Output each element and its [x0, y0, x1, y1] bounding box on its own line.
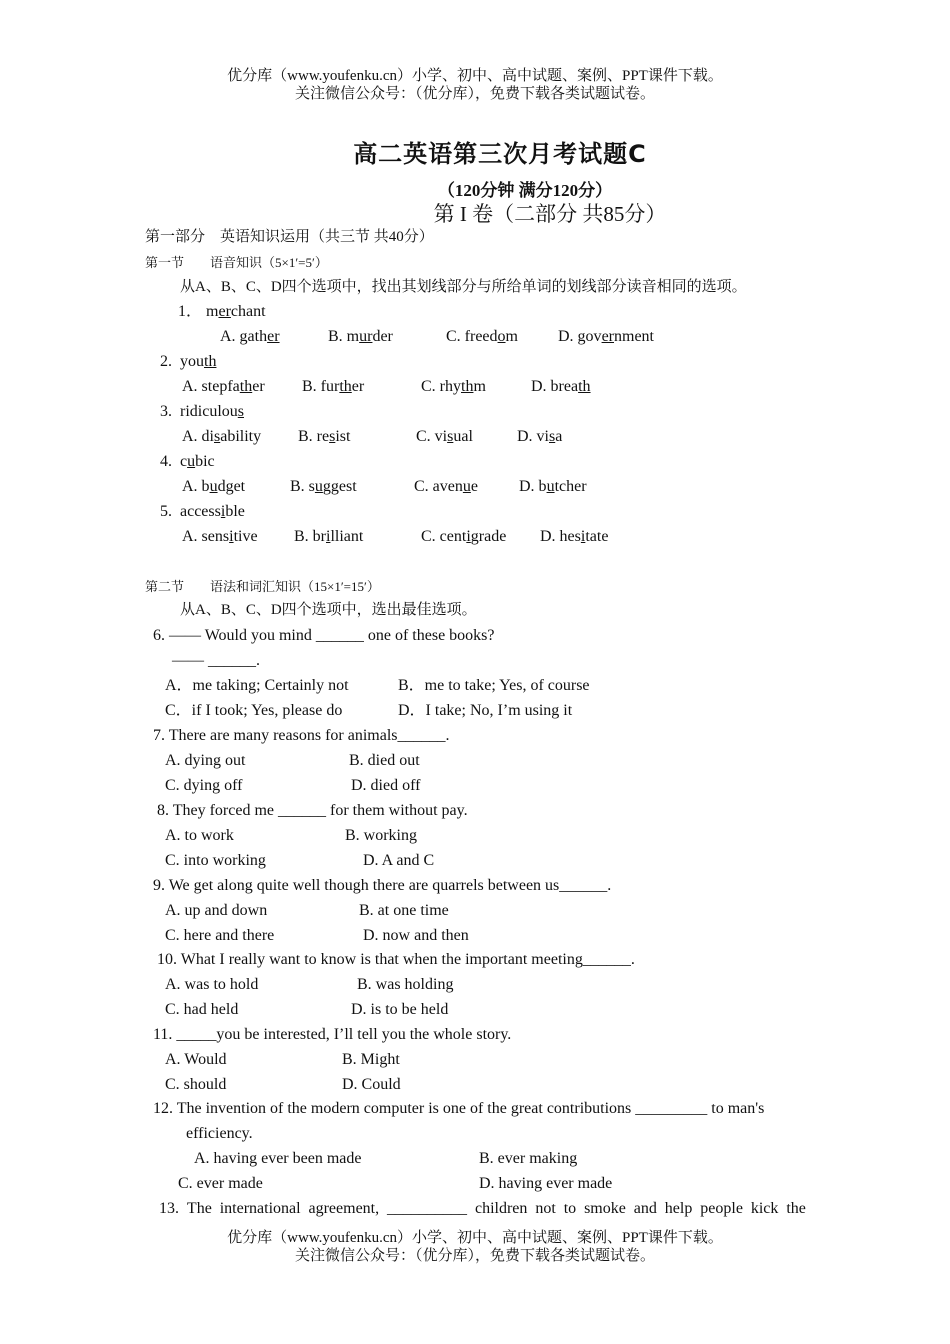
question-6-option-a[interactable]: A．me taking; Certainly not	[165, 677, 349, 694]
question-4-option-a[interactable]: A. budget	[182, 478, 246, 495]
page-title: 高二英语第三次月考试题C	[353, 140, 647, 168]
question-5-stem: 5. accessible	[160, 503, 245, 520]
volume-heading: 第 I 卷（二部分 共85分）	[433, 202, 667, 226]
part-heading: 第一部分 英语知识运用（共三节 共40分）	[145, 229, 434, 245]
question-12-stem-continued: efficiency.	[186, 1125, 253, 1142]
question-1-option-c[interactable]: C. freedom	[446, 328, 518, 345]
question-10-stem: 10. What I really want to know is that when the important meeting______.	[157, 951, 635, 968]
question-12-stem: 12. The invention of the modern computer is one of the great contributions _________ to man's	[153, 1100, 765, 1117]
question-11-option-d[interactable]: D. Could	[342, 1076, 401, 1093]
section-heading-grammar: 第二节 语法和词汇知识（15×1′=15′）	[145, 579, 380, 594]
question-6-option-c[interactable]: C．if I took; Yes, please do	[165, 702, 343, 719]
question-3-option-d[interactable]: D. visa	[517, 428, 563, 445]
question-7-option-a[interactable]: A. dying out	[165, 752, 246, 769]
question-7-stem: 7. There are many reasons for animals______.	[153, 727, 450, 744]
question-2-option-c[interactable]: C. rhythm	[421, 378, 486, 395]
question-2-option-a[interactable]: A. stepfather	[182, 378, 265, 395]
header-line-1: 优分库（www.youfenku.cn）小学、初中、高中试题、案例、PPT课件下载。	[227, 68, 723, 84]
question-4-option-b[interactable]: B. suggest	[290, 478, 357, 495]
question-5-option-a[interactable]: A. sensitive	[182, 528, 258, 545]
question-5-option-b[interactable]: B. brilliant	[294, 528, 364, 545]
question-11-option-b[interactable]: B. Might	[342, 1051, 400, 1068]
question-6-response: —— ______.	[172, 652, 260, 669]
header-line-2: 关注微信公众号：（优分库），免费下载各类试题试卷。	[294, 86, 655, 102]
question-1-option-b[interactable]: B. murder	[328, 328, 393, 345]
question-8-option-a[interactable]: A. to work	[165, 827, 234, 844]
section-instruction: 从A、B、C、D四个选项中，选出最佳选项。	[180, 602, 477, 618]
question-4-stem: 4. cubic	[160, 453, 215, 470]
question-8-option-b[interactable]: B. working	[345, 827, 417, 844]
question-11-option-a[interactable]: A. Would	[165, 1051, 227, 1068]
question-6-option-d[interactable]: D．I take; No, I’m using it	[398, 702, 573, 719]
question-6-option-b[interactable]: B．me to take; Yes, of course	[398, 677, 590, 694]
question-5-option-d[interactable]: D. hesitate	[540, 528, 609, 545]
question-9-option-d[interactable]: D. now and then	[363, 927, 469, 944]
footer-line-1: 优分库（www.youfenku.cn）小学、初中、高中试题、案例、PPT课件下载。	[227, 1230, 723, 1246]
question-5-option-c[interactable]: C. centigrade	[421, 528, 507, 545]
question-3-option-a[interactable]: A. disability	[182, 428, 262, 445]
question-10-option-d[interactable]: D. is to be held	[351, 1001, 449, 1018]
question-2-option-b[interactable]: B. further	[302, 378, 365, 395]
question-3-option-b[interactable]: B. resist	[298, 428, 351, 445]
question-6-stem: 6. —— Would you mind ______ one of these books?	[153, 627, 495, 644]
question-2-stem: 2. youth	[160, 353, 217, 370]
question-3-option-c[interactable]: C. visual	[416, 428, 473, 445]
question-9-stem: 9. We get along quite well though there are quarrels between us______.	[153, 877, 612, 894]
question-11-option-c[interactable]: C. should	[165, 1076, 227, 1093]
question-4-option-d[interactable]: D. butcher	[519, 478, 587, 495]
question-4-option-c[interactable]: C. avenue	[414, 478, 478, 495]
question-12-option-b[interactable]: B. ever making	[479, 1150, 578, 1167]
section-heading-phonetics: 第一节 语音知识（5×1′=5′）	[145, 255, 328, 270]
question-9-option-a[interactable]: A. up and down	[165, 902, 268, 919]
question-13-stem: 13. The international agreement, __________ children not to smoke and help people kick the	[159, 1200, 806, 1217]
section-instruction: 从A、B、C、D四个选项中，找出其划线部分与所给单词的划线部分读音相同的选项。	[180, 279, 747, 295]
question-10-option-b[interactable]: B. was holding	[357, 976, 454, 993]
question-7-option-b[interactable]: B. died out	[349, 752, 420, 769]
question-7-option-c[interactable]: C. dying off	[165, 777, 243, 794]
question-11-stem: 11. _____you be interested, I’ll tell you the whole story.	[153, 1026, 512, 1043]
question-12-option-c[interactable]: C. ever made	[178, 1175, 263, 1192]
question-12-option-a[interactable]: A. having ever been made	[194, 1150, 362, 1167]
exam-time-score: （120分钟 满分120分）	[437, 181, 613, 200]
question-2-option-d[interactable]: D. breath	[531, 378, 591, 395]
question-1-option-d[interactable]: D. government	[558, 328, 654, 345]
question-9-option-c[interactable]: C. here and there	[165, 927, 275, 944]
question-10-option-c[interactable]: C. had held	[165, 1001, 239, 1018]
question-7-option-d[interactable]: D. died off	[351, 777, 421, 794]
footer-line-2: 关注微信公众号：（优分库），免费下载各类试题试卷。	[294, 1248, 655, 1264]
question-3-stem: 3. ridiculous	[160, 403, 244, 420]
question-10-option-a[interactable]: A. was to hold	[165, 976, 259, 993]
question-12-option-d[interactable]: D. having ever made	[479, 1175, 613, 1192]
question-8-option-d[interactable]: D. A and C	[363, 852, 435, 869]
question-9-option-b[interactable]: B. at one time	[359, 902, 449, 919]
question-8-option-c[interactable]: C. into working	[165, 852, 266, 869]
question-1-option-a[interactable]: A. gather	[220, 328, 280, 345]
question-8-stem: 8. They forced me ______ for them without pay.	[157, 802, 468, 819]
question-1-stem: 1． merchant	[178, 303, 266, 320]
